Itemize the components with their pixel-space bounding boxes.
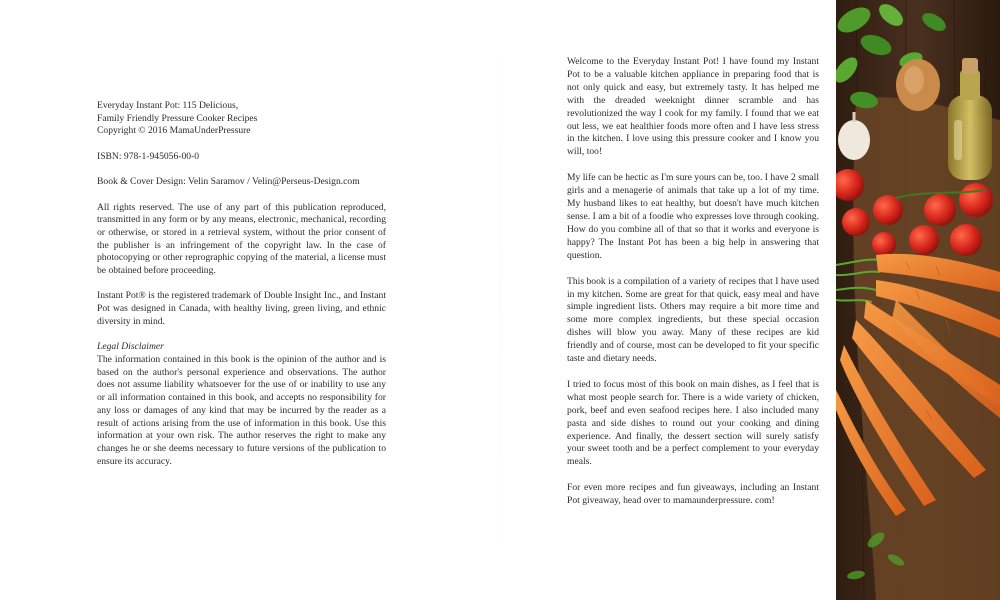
page-gutter [500,0,501,600]
compilation-paragraph: This book is a compilation of a variety of recipes that I have used in my kitchen. Some are great for that quick, easy meal and have simple ingredient lists. Others may require a bit more time and some more complex ingredients, but these special occasion dishes will blow you away. Many of these recipes are kid friendly and of course, most can be developed to fit your specific taste and dietary needs. [567,275,819,365]
garlic [838,120,870,160]
giveaway-paragraph: For even more recipes and fun giveaways, including an Instant Pot giveaway, head over to mamaunderpressure. com! [567,482,819,507]
welcome-page [567,56,819,521]
copyright-line: Copyright © 2016 MamaUnderPressure [97,125,251,137]
rights-paragraph: All rights reserved. The use of any part of this publication reproduced, transmitted in any form or by any means, electronic, mechanical, recording or otherwise, or stored in a retrieval system, without the prior consent of the publisher is an infringement of the copyright law. In the case of photocopying or other reprographic copying of the material, a license must be obtained before proceeding. [97,201,386,277]
disclaimer-heading: Legal Disclaimer [97,341,164,353]
welcome-paragraph: Welcome to the Everyday Instant Pot! I have found my Instant Pot to be a valuable kitchen appliance in preparing food that is not only quick and easy, but extremely tasty. It has helped me with the dreaded weeknight dinner scramble and has revolutionized the way I cook for my family. I found that we eat out less, we eat healthier foods more often and I have less stress in the kitchen. I love using this pressure cooker and I know you will, too! [567,56,819,158]
life-paragraph: My life can be hectic as I'm sure yours can be, too. I have 2 small girls and a menagerie of animals that take up a lot of my time. My husband likes to eat healthy, but doesn't have much kitchen sense. I am a bit of a foodie who expresses love through cooking. How do you combine all of that so that it works and everyone is happy? The Instant Pot has been a big help in answering that question. [567,172,819,261]
book-title-line: Everyday Instant Pot: 115 Delicious, [97,100,239,111]
trademark-paragraph: Instant Pot® is the registered trademark of Double Insight Inc., and Instant Pot was designed in Canada, with healthy living, green living, and ethnic diversity in mind. [97,290,386,327]
main-dishes-paragraph: I tried to focus most of this book on main dishes, as I feel that is what most people search for. There is a wide variety of chicken, pork, beef and even seafood recipes here. I also included many pasta and side dishes to round out your cooking and dining experience. And finally, the dessert section will surely satisfy your sweet tooth and be a perfect complement to your everyday meals. [567,378,819,468]
design-credit-line: Book & Cover Design: Velin Saramov / Velin@Perseus-Design.com [97,176,360,188]
disclaimer-paragraph: The information contained in this book is the opinion of the author and is based on the author's personal experience and observations. The author does not assume liability whatsoever for the use of or inability to use any or all information contained in this book, and accepts no responsibility for any loss or damages of any kind that may be incurred by the reader as a result of actions arising from the use of information in this book. Use this information at your own risk. The author reserves the right to make any changes he or she deems necessary to future versions of the publication to ensure its accuracy. [97,353,386,467]
isbn-line: ISBN: 978-1-945056-00-0 [97,150,200,162]
book-subtitle-line: Family Friendly Pressure Cooker Recipes [97,112,258,124]
vegetables-photo [836,0,1000,600]
vegetables-illustration [836,0,1000,600]
copyright-page [97,100,386,481]
